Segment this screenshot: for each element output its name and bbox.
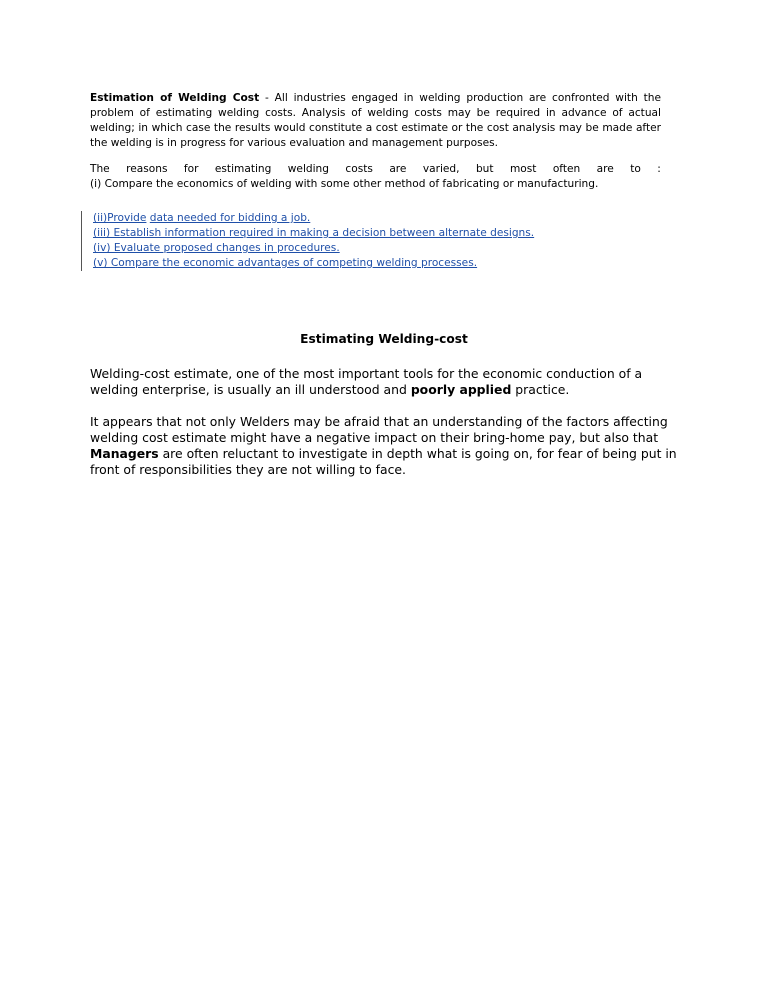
reasons-word: for: [183, 163, 199, 175]
p2-bold: Managers: [90, 446, 159, 461]
p1-bold: poorly applied: [410, 382, 512, 397]
reason-item-2: [93, 211, 534, 226]
reasons-word: but: [475, 163, 494, 175]
reasons-word: :: [657, 163, 661, 175]
reasons-word: to: [630, 163, 641, 175]
linked-reasons-list: [81, 211, 534, 271]
reason-item-3-link[interactable]: (iii) Establish information required in making a decision between alternate designs.: [93, 227, 535, 239]
reasons-word: estimating: [214, 163, 272, 175]
reason-item-3: [93, 226, 534, 241]
intro-block: [90, 91, 661, 192]
reason-item-5-link[interactable]: (v) Compare the economic advantages of competing welding processes.: [93, 257, 478, 269]
reasons-line: [90, 162, 661, 177]
reason-item-2-link-prefix[interactable]: (ii)Provide: [93, 212, 147, 224]
section-heading: Estimating Welding-cost: [300, 332, 468, 346]
reasons-word: are: [596, 163, 614, 175]
section-body: [90, 366, 680, 494]
reason-item-2-link[interactable]: data needed for bidding a job.: [149, 212, 311, 224]
intro-text: All industries engaged in welding production are confronted with the problem of estimating welding costs. Analysis of welding costs may be required in advance of actual welding; in which case the results would constitute a cost estimate or the cost analysis may be made after the welding is in progress for various evaluation and management purposes.: [90, 92, 661, 149]
reasons-word: are: [389, 163, 407, 175]
reason-item-5: [93, 256, 534, 271]
reasons-word: reasons: [126, 163, 168, 175]
p1-end: practice.: [515, 382, 570, 397]
reasons-word: welding: [287, 163, 329, 175]
reasons-word: often: [552, 163, 581, 175]
intro-dash: -: [259, 92, 275, 104]
intro-paragraph: [90, 91, 661, 151]
reasons-word: The: [90, 163, 110, 175]
reason-item-4: [93, 241, 534, 256]
p2-end: are often reluctant to investigate in depth what is going on, for fear of being put in front of responsibilities they are not willing to face.: [90, 446, 677, 477]
section-paragraph-1: [90, 366, 680, 398]
reason-item-1: (i) Compare the economics of welding with some other method of fabricating or manufacturing.: [90, 178, 599, 190]
reason-item-4-link[interactable]: (iv) Evaluate proposed changes in procedures.: [93, 242, 340, 254]
p1-start: Welding-cost estimate, one of the most important tools for the economic conduction of a welding enterprise, is usually an ill understood and: [90, 366, 643, 397]
p2-start: It appears that not only Welders may be afraid that an understanding of the factors affecting welding cost estimate might have a negative impact on their bring-home pay, but also that: [90, 414, 668, 445]
reasons-word: varied,: [422, 163, 460, 175]
reasons-word: costs: [345, 163, 373, 175]
section-paragraph-2: [90, 414, 680, 478]
intro-title: Estimation of Welding Cost: [90, 92, 260, 104]
reasons-word: most: [509, 163, 537, 175]
